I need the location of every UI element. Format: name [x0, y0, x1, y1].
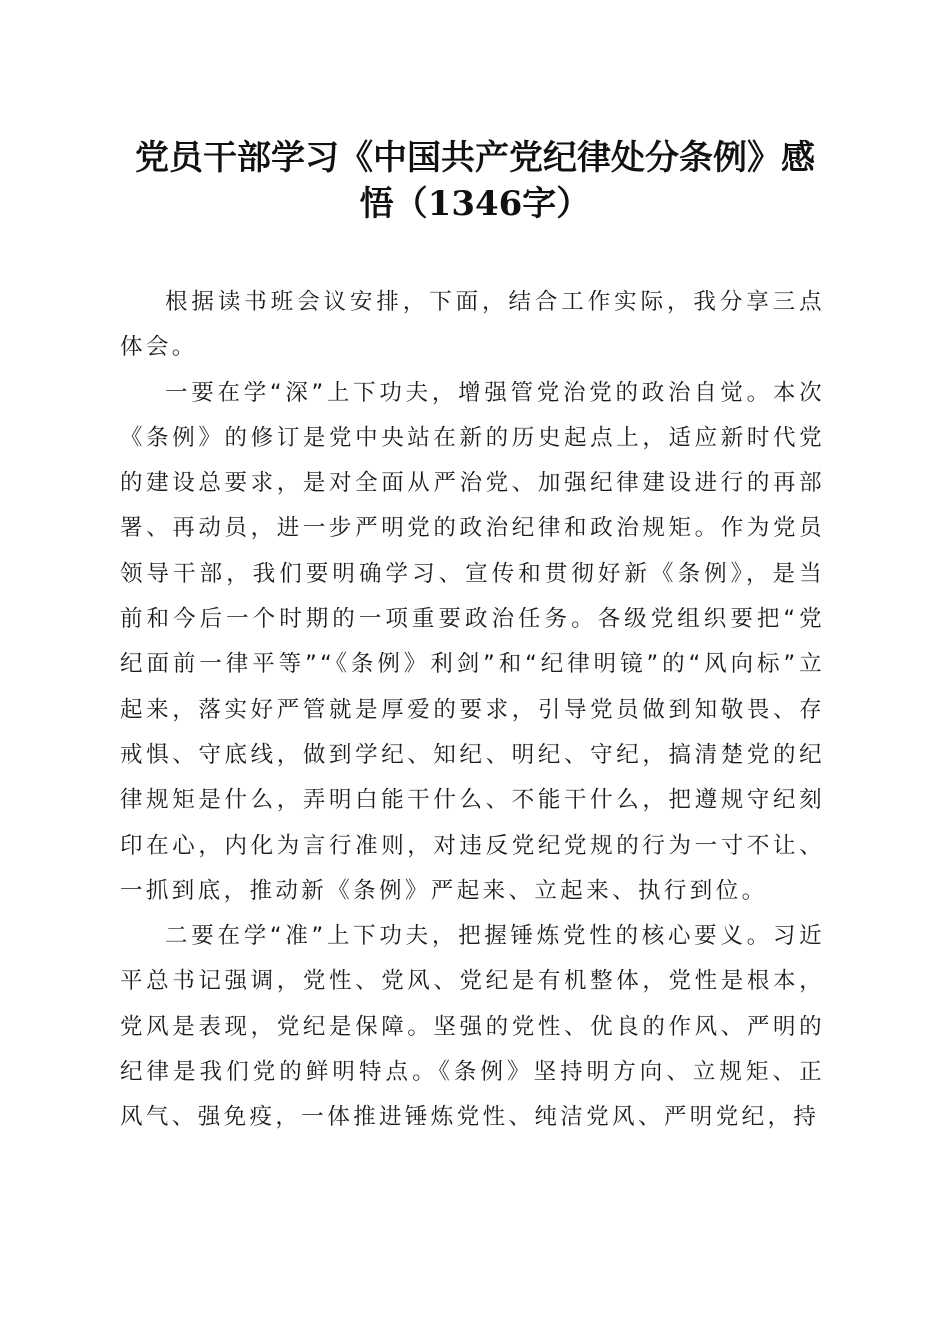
document-title — [100, 135, 850, 227]
title-line-2: 悟（1346字） — [359, 184, 591, 224]
title-line-1: 党员干部学习《中国共产党纪律处分条例》感 — [135, 138, 815, 178]
document-body — [120, 280, 825, 1141]
paragraph-point-two: 二要在学“准”上下功夫，把握锤炼党性的核心要义。习近平总书记强调，党性、党风、党纪是有机整体，党性是根本，党风是表现，党纪是保障。坚强的党性、优良的作风、严明的纪律是我们党的鲜明特点。《条例》坚持明方向、立规矩、正风气、强免疫，一体推进锤炼党性、纯洁党风、严明党纪，持 — [120, 923, 825, 1131]
paragraph-intro: 根据读书班会议安排，下面，结合工作实际，我分享三点体会。 — [120, 289, 825, 361]
paragraph-point-one: 一要在学“深”上下功夫，增强管党治党的政治自觉。本次《条例》的修订是党中央站在新的历史起点上，适应新时代党的建设总要求，是对全面从严治党、加强纪律建设进行的再部署、再动员，进一步严明党的政治纪律和政治规矩。作为党员领导干部，我们要明确学习、宣传和贯彻好新《条例》，是当前和今后一个时期的一项重要政治任务。各级党组织要把“党纪面前一律平等”“《条例》利剑”和“纪律明镜”的“风向标”立起来，落实好严管就是厚爱的要求，引导党员做到知敬畏、存戒惧、守底线，做到学纪、知纪、明纪、守纪，搞清楚党的纪律规矩是什么，弄明白能干什么、不能干什么，把遵规守纪刻印在心，内化为言行准则，对违反党纪党规的行为一寸不让、一抓到底，推动新《条例》严起来、立起来、执行到位。 — [120, 379, 825, 904]
